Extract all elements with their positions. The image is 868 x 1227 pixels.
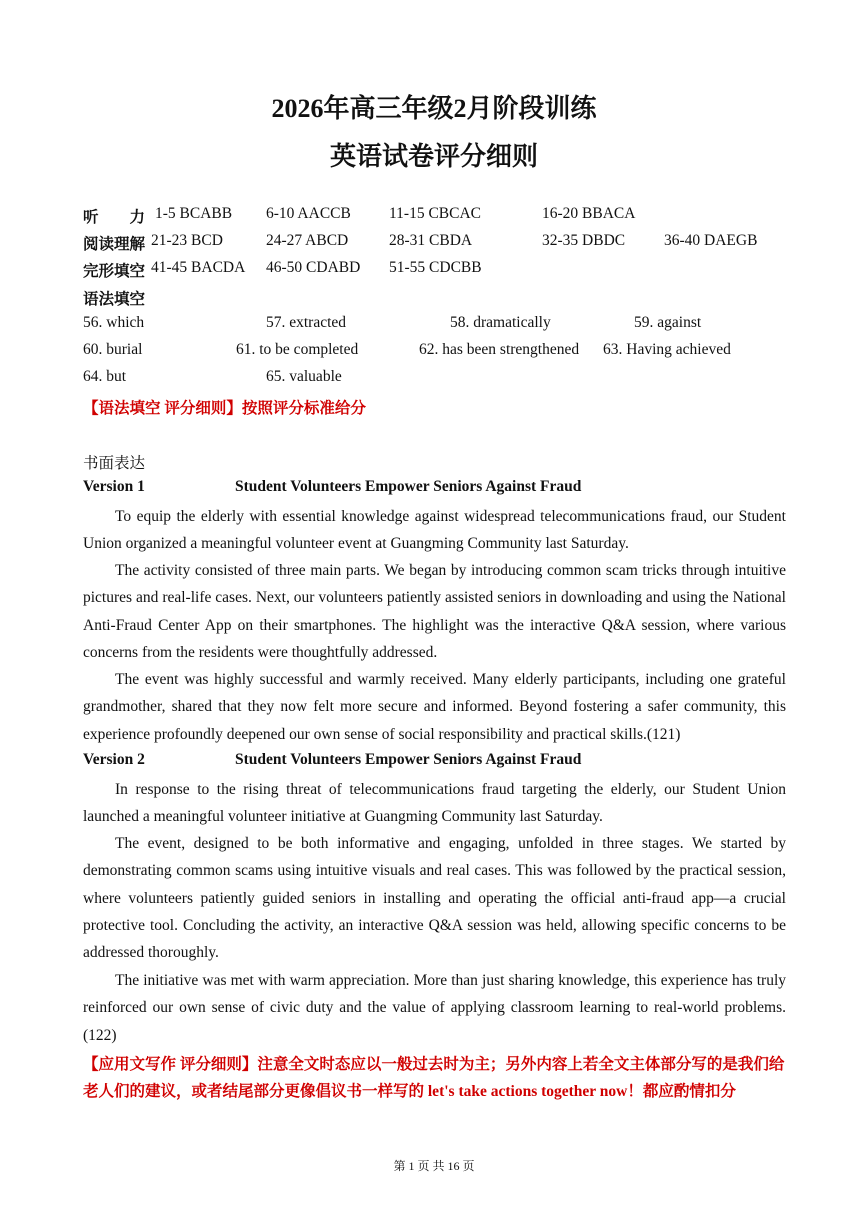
grammar-scoring-note-row — [0, 396, 868, 423]
answer-group: 28-31 CBDA — [389, 232, 473, 249]
version-1-header — [83, 478, 783, 496]
version-1-paragraph-3: The event was highly successful and warmly received. Many elderly participants, including one grateful grandmother, shared that they now felt more secure and informed. Beyond fostering a safer community, this experience profoundly deepened our own sense of social responsibility and practical skills.(121) — [83, 671, 786, 743]
writing-heading: 书面表达 — [83, 455, 146, 472]
section-label-grammar: 语法填空 — [83, 291, 146, 308]
section-label-listening: 听 力 — [83, 209, 146, 226]
answer-row-listening — [0, 205, 868, 232]
answer-group: 41-45 BACDA — [151, 259, 246, 276]
version-2-header — [83, 751, 783, 769]
grammar-answers-row — [0, 341, 868, 368]
answer-group: 24-27 ABCD — [266, 232, 349, 249]
answer-group: 6-10 AACCB — [266, 205, 351, 222]
answer-group: 46-50 CDABD — [266, 259, 361, 276]
page-subtitle: 英语试卷评分细则 — [329, 142, 538, 171]
version-2-title: Student Volunteers Empower Seniors Against Fraud — [235, 751, 582, 768]
grammar-answers-row — [0, 314, 868, 341]
grammar-answer: 56. which — [83, 314, 145, 331]
grammar-answer: 62. has been strengthened — [419, 341, 580, 358]
version-2-paragraph-2: The event, designed to be both informative and engaging, unfolded in three stages. We started by demonstrating common scams using intuitive visuals and real cases. This was followed by the practical session, where volunteers patiently guided seniors in installing and operating the official anti-fraud app—a crucial protective tool. Concluding the activity, an interactive Q&A session was held, allowing specific concerns to be addressed thoroughly. — [83, 835, 786, 962]
version-1-title: Student Volunteers Empower Seniors Against Fraud — [235, 478, 582, 495]
page-footer: 第 1 页 共 16 页 — [393, 1159, 475, 1173]
section-label-reading: 阅读理解 — [83, 236, 146, 253]
page-title: 2026年高三年级2月阶段训练 — [271, 94, 597, 123]
grammar-answers-row — [0, 368, 868, 395]
answer-group: 36-40 DAEGB — [664, 232, 758, 249]
version-1-label: Version 1 — [83, 478, 145, 495]
grammar-answer: 59. against — [634, 314, 702, 331]
version-1-paragraph-1: To equip the elderly with essential knowledge against widespread telecommunications fraud, our Student Union organized a meaningful volunteer event at Guangming Community last Saturday. — [83, 508, 786, 553]
answer-group: 1-5 BCABB — [155, 205, 233, 222]
answer-group: 11-15 CBCAC — [389, 205, 482, 222]
grammar-answer: 65. valuable — [266, 368, 342, 385]
version-2-label: Version 2 — [83, 751, 145, 768]
version-2-paragraph-3: The initiative was met with warm appreciation. More than just sharing knowledge, this experience has truly reinforced our own sense of civic duty and the value of applying classroom learning to real-world problems.(122) — [83, 972, 786, 1044]
version-2-paragraph-1: In response to the rising threat of telecommunications fraud targeting the elderly, our Student Union launched a meaningful volunteer initiative at Guangming Community last Saturday. — [83, 781, 786, 826]
grammar-scoring-note: 【语法填空 评分细则】按照评分标准给分 — [83, 400, 366, 417]
writing-scoring-note: 【应用文写作 评分细则】注意全文时态应以一般过去时为主；另外内容上若全文主体部分写的是我们给老人们的建议，或者结尾部分更像倡议书一样写的 let's take actions together now！都应酌情扣分 — [83, 1056, 785, 1101]
grammar-answer: 60. burial — [83, 341, 143, 358]
answer-group: 32-35 DBDC — [542, 232, 626, 249]
answer-row-cloze — [0, 259, 868, 286]
grammar-answer: 58. dramatically — [450, 314, 551, 331]
answer-group: 51-55 CDCBB — [389, 259, 482, 276]
grammar-answer: 61. to be completed — [236, 341, 359, 358]
answer-row-grammar-label — [0, 287, 868, 314]
grammar-answer: 63. Having achieved — [603, 341, 731, 358]
grammar-answer: 57. extracted — [266, 314, 347, 331]
section-label-cloze: 完形填空 — [83, 263, 146, 280]
answer-group: 21-23 BCD — [151, 232, 223, 249]
version-1-paragraph-2: The activity consisted of three main parts. We began by introducing common scam tricks through intuitive pictures and real-life cases. Next, our volunteers patiently assisted seniors in downloading and using the National Anti-Fraud Center App on their smartphones. The highlight was the interactive Q&A session, where various concerns from the residents were thoughtfully addressed. — [83, 562, 786, 661]
answer-row-reading — [0, 232, 868, 259]
grammar-answer: 64. but — [83, 368, 127, 385]
answer-group: 16-20 BBACA — [542, 205, 636, 222]
